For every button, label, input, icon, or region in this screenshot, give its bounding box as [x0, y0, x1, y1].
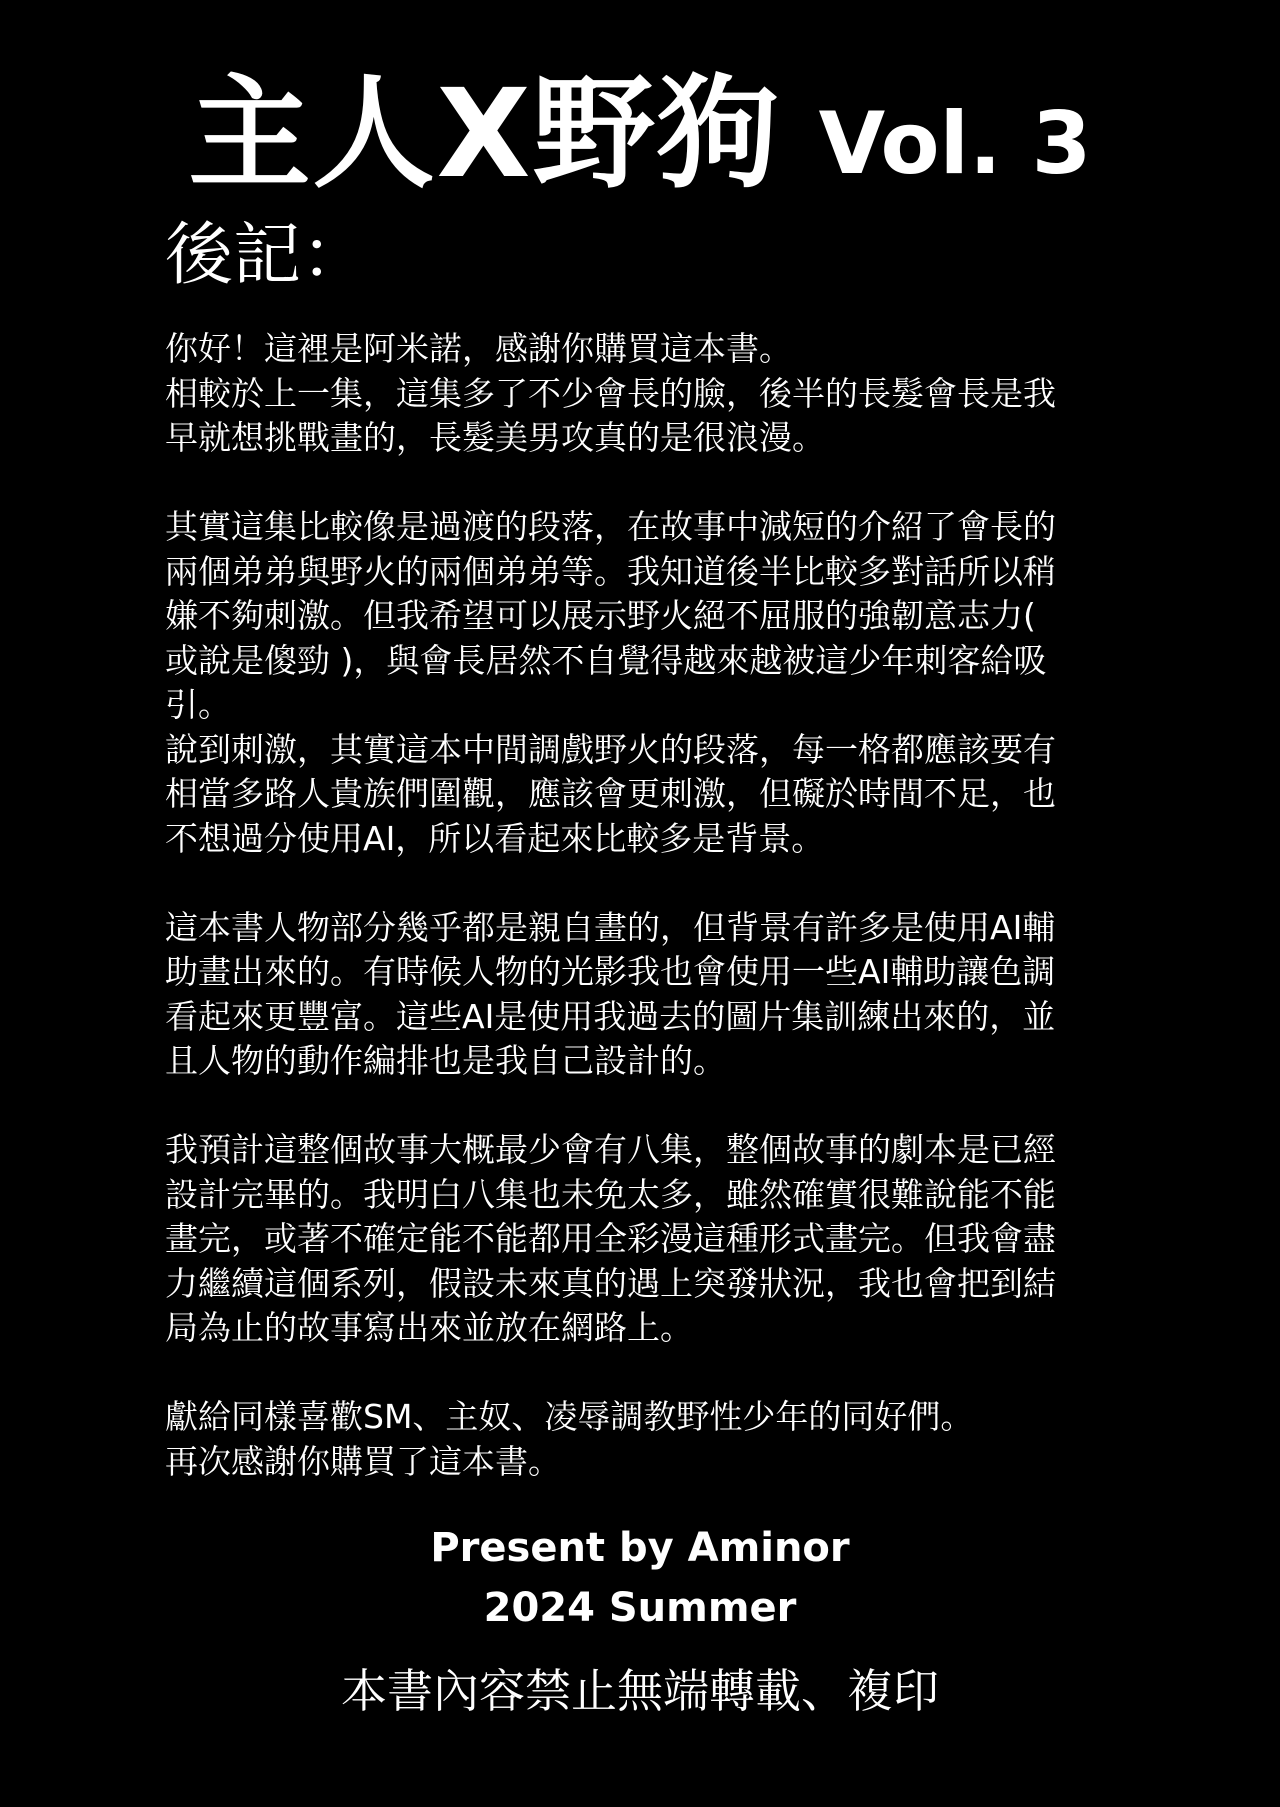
paragraph-plans	[165, 1128, 1175, 1351]
afterword-body	[165, 327, 1175, 1484]
text-line: 其實這集比較像是過渡的段落，在故事中減短的介紹了會長的	[165, 507, 1056, 546]
paragraph-greeting	[165, 327, 1175, 461]
copyright-notice: 本書內容禁止無端轉載、複印	[341, 1664, 939, 1718]
paragraph-dedication	[165, 1395, 1175, 1484]
text-line: 獻給同樣喜歡SM、主奴、凌辱調教野性少年的同好們。	[165, 1397, 974, 1436]
text-line: 說到刺激，其實這本中間調戲野火的段落，每一格都應該要有	[165, 729, 1056, 769]
text-line: 嫌不夠刺激。但我希望可以展示野火絕不屈服的強韌意志力(	[165, 596, 1036, 635]
text-line: 局為止的故事寫出來並放在網路上。	[165, 1308, 693, 1347]
text-line: 力繼續這個系列，假設未來真的遇上突發狀況，我也會把到結	[165, 1263, 1056, 1303]
paragraph-transition	[165, 505, 1175, 861]
text-line: 畫完，或著不確定能不能都用全彩漫這種形式畫完。但我會盡	[165, 1219, 1056, 1258]
text-line: 相當多路人貴族們圍觀，應該會更刺激，但礙於時間不足，也	[165, 774, 1056, 813]
series-title: 主人X野狗	[188, 63, 781, 205]
text-line: 引。	[165, 685, 231, 724]
text-line: 設計完畢的。我明白八集也未免太多，雖然確實很難說能不能	[165, 1174, 1056, 1214]
author-credit: Present by Aminor	[430, 1525, 850, 1571]
text-line: 兩個弟弟與野火的兩個弟弟等。我知道後半比較多對話所以稍	[165, 551, 1056, 591]
text-line: 我預計這整個故事大概最少會有八集，整個故事的劇本是已經	[165, 1130, 1056, 1169]
text-line: 相較於上一集，這集多了不少會長的臉，後半的長髮會長是我	[165, 373, 1056, 413]
text-line: 且人物的動作編排也是我自己設計的。	[165, 1041, 726, 1080]
title-banner	[0, 55, 1280, 205]
text-line: 助畫出來的。有時候人物的光影我也會使用一些AI輔助讓色調	[165, 952, 1056, 991]
text-line: 這本書人物部分幾乎都是親自畫的，但背景有許多是使用AI輔	[165, 907, 1056, 947]
release-season: 2024 Summer	[483, 1585, 797, 1631]
paragraph-ai-usage	[165, 906, 1175, 1084]
text-line: 不想過分使用AI，所以看起來比較多是背景。	[165, 818, 825, 858]
text-line: 再次感謝你購買了這本書。	[165, 1441, 561, 1481]
afterword-heading: 後記：	[165, 216, 370, 295]
text-line: 看起來更豐富。這些AI是使用我過去的圖片集訓練出來的，並	[165, 996, 1056, 1036]
volume-label: Vol. 3	[818, 94, 1092, 194]
text-line: 早就想挑戰畫的，長髮美男攻真的是很浪漫。	[165, 418, 825, 457]
text-line: 你好！這裡是阿米諾，感謝你購買這本書。	[165, 329, 792, 368]
text-line: 或說是傻勁 )，與會長居然不自覺得越來越被這少年刺客給吸	[165, 640, 1047, 680]
